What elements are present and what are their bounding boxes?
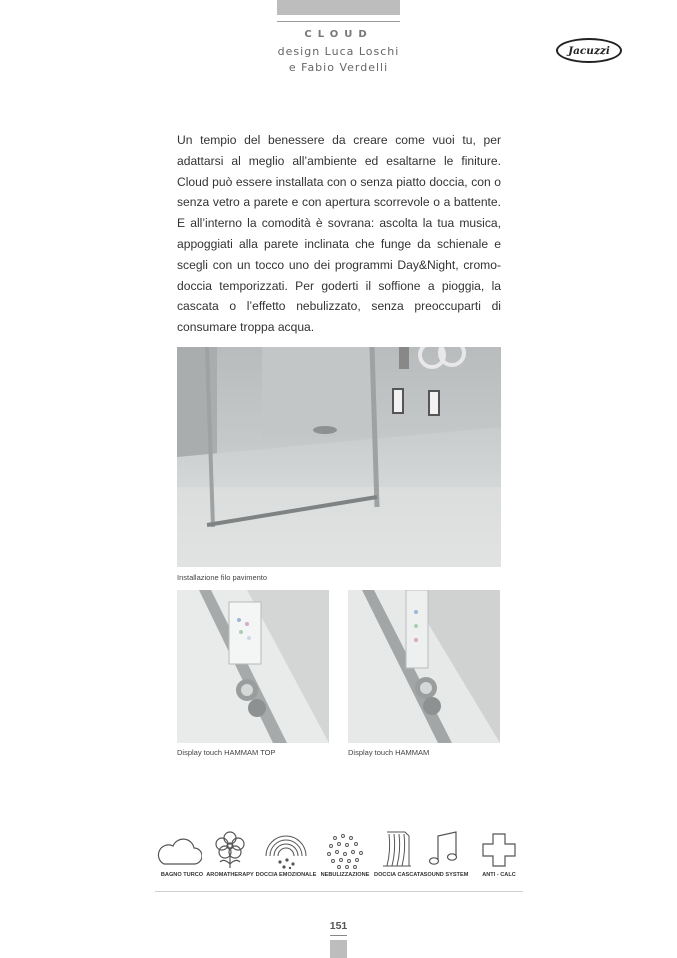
feature-label: AROMATHERAPY [206, 872, 254, 878]
designer-line-2: e Fabio Verdelli [288, 61, 389, 74]
main-photo-caption: Installazione filo pavimento [177, 573, 268, 582]
music-note-icon [422, 830, 470, 870]
designer-line-1: design Luca Loschi [277, 45, 400, 58]
page-number: 151 [329, 920, 348, 932]
features-rule [155, 891, 523, 892]
display-touch-hammam-photo [348, 590, 500, 743]
brand-name: Jacuzzi [568, 44, 610, 57]
feature-label: DOCCIA EMOZIONALE [255, 872, 317, 878]
flower-icon [206, 830, 254, 870]
shower-installation-photo [177, 347, 501, 567]
features-row [150, 828, 523, 892]
feature-anti-calc [467, 828, 531, 892]
page-number-tab [330, 940, 347, 958]
cloud-icon [154, 830, 202, 870]
header-rule [277, 21, 400, 22]
feature-label: SOUND SYSTEM [423, 872, 469, 878]
thumb-b-caption: Display touch HAMMAM [348, 748, 430, 757]
feature-doccia-emozionale [254, 828, 318, 892]
feature-label: DOCCIA CASCATA [374, 872, 424, 878]
feature-label: NEBULIZZAZIONE [320, 872, 370, 878]
feature-label: BAGNO TURCO [160, 872, 204, 878]
feature-aromatherapy [198, 828, 262, 892]
brand-logo [556, 38, 622, 63]
intro-paragraph: Un tempio del benessere da creare come vuoi tu, per adattarsi al meglio all’ambiente ed esaltarne le finiture. Cloud può essere installata con o senza piatto doccia, con o senza vetro a parete e con apertura scorrevole o a battente. E all’interno la comodità è sovrana: ascolta la tua musica, appoggiati alla parete inclinata che funge da schienale e scegli con un tocco uno dei programmi Day&Night, cromo-doccia temporizzati. Per goderti il soffione a pioggia, la cascata o l’effetto nebulizzato, senza preoccuparti di consumare troppa acqua. [177, 133, 501, 335]
cross-icon [475, 830, 523, 870]
display-touch-hammam-top-photo [177, 590, 329, 743]
page-number-rule [330, 935, 347, 936]
header-bar [277, 0, 400, 15]
mist-icon [321, 830, 369, 870]
thumb-a-caption: Display touch HAMMAM TOP [177, 748, 276, 757]
rainbow-shower-icon [262, 830, 310, 870]
feature-label: ANTI - CALC [482, 872, 516, 878]
product-name: CLOUD [304, 29, 373, 40]
